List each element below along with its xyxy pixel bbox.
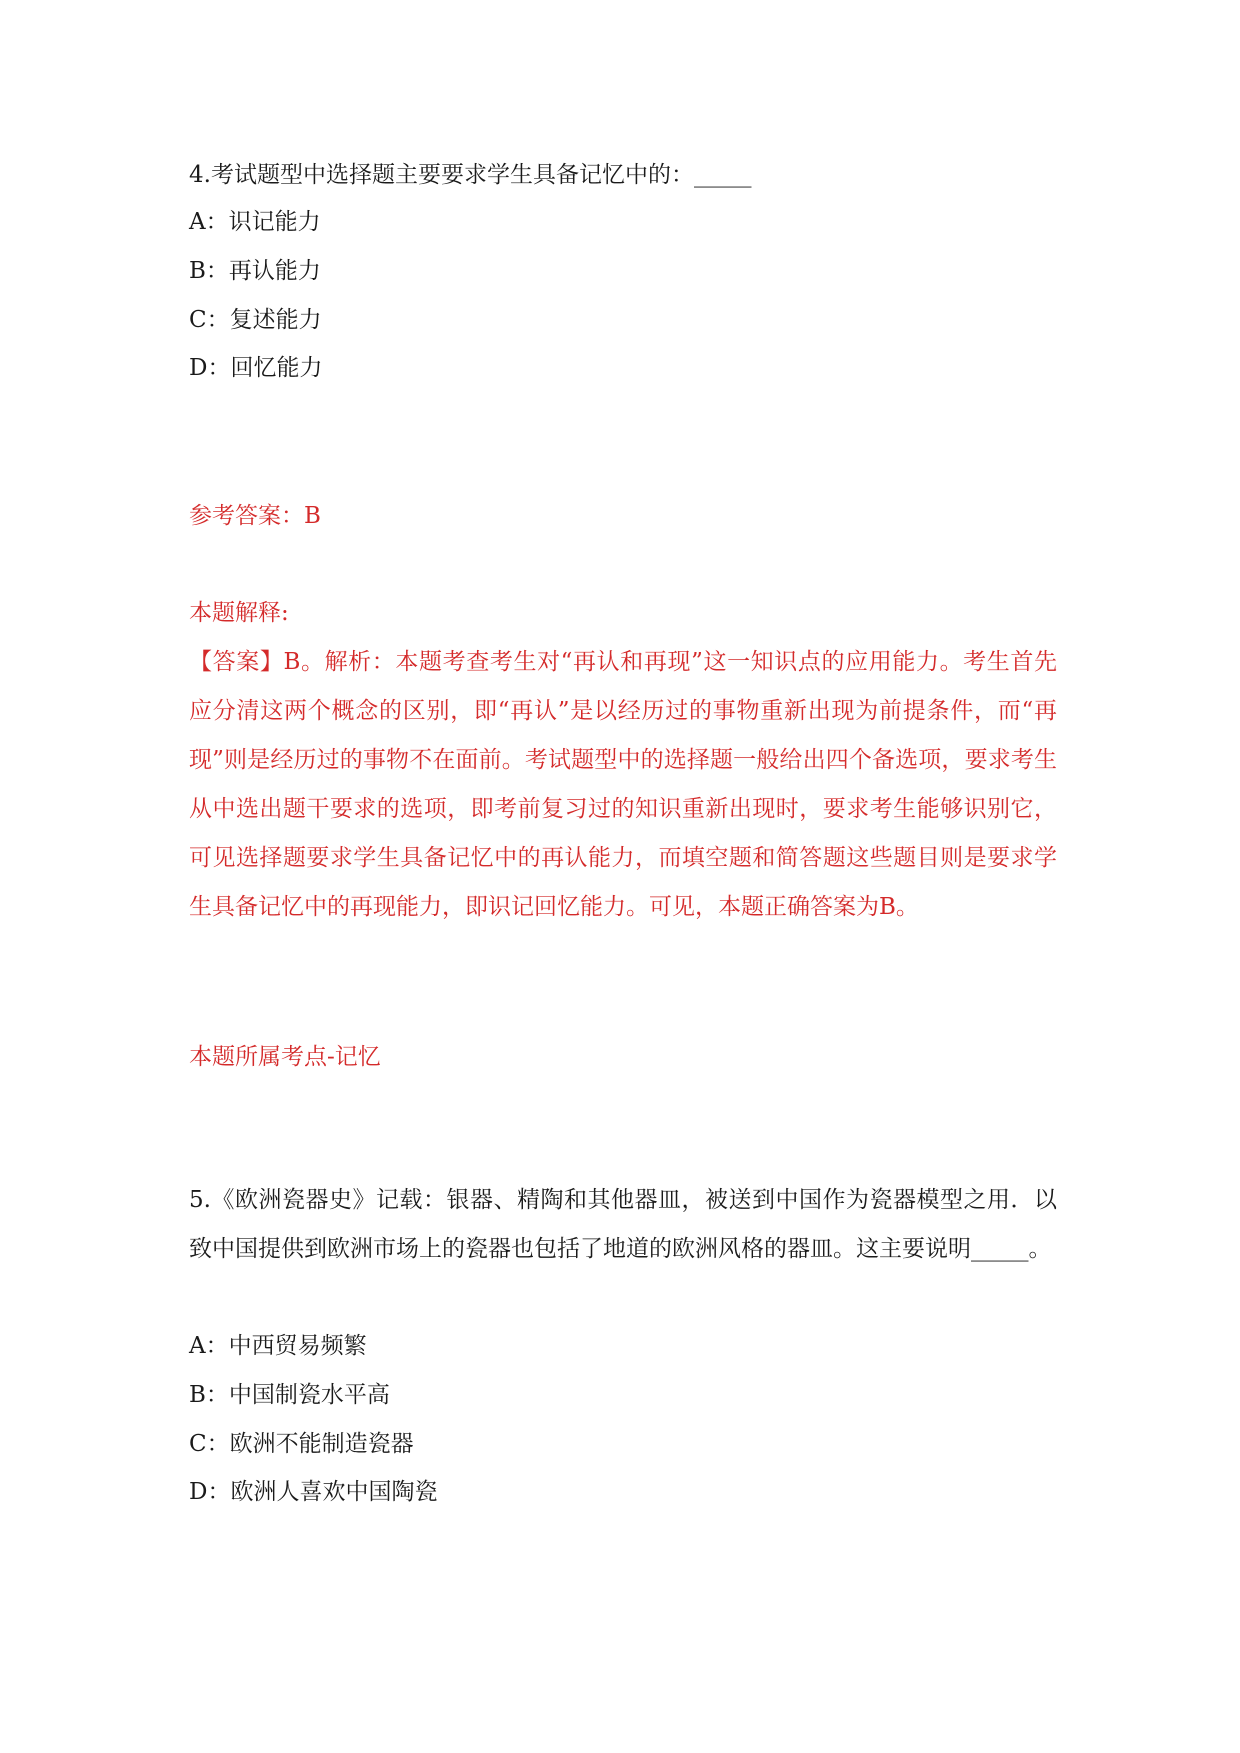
question-4-option-d: D：回忆能力 bbox=[189, 355, 323, 381]
question-5-stem: 5.《欧洲瓷器史》记载：银器、精陶和其他器皿，被送到中国作为瓷器模型之用．以致中国提供到欧洲市场上的瓷器也包括了地道的欧洲风格的器皿。这主要说明_____。 bbox=[189, 1187, 1057, 1262]
question-5-option-a: A：中西贸易频繁 bbox=[189, 1333, 367, 1359]
explanation-text: B。解析：本题考查考生对“再认和再现”这一知识点的应用能力。考生首先应分清这两个概念的区别，即“再认”是以经历过的事物重新出现为前提条件，而“再现”则是经历过的事物不在面前。考试题型中的选择题一般给出四个备选项，要求考生从中选出题干要求的选项，即考前复习过的知识重新出现时，要求考生能够识别它，可见选择题要求学生具备记忆中的再认能力，而填空题和简答题这些题目则是要求学生具备记忆中的再现能力，即识记回忆能力。可见，本题正确答案为B。 bbox=[189, 649, 1058, 920]
question-5-option-d: D：欧洲人喜欢中国陶瓷 bbox=[189, 1479, 438, 1505]
question-4-option-a: A：识记能力 bbox=[189, 209, 321, 235]
question-4-knowledge-point: 本题所属考点-记忆 bbox=[189, 1044, 381, 1070]
question-4-explanation bbox=[189, 638, 1057, 932]
explanation-answer-tag: 【答案】 bbox=[189, 649, 284, 675]
question-4-stem: 4.考试题型中选择题主要要求学生具备记忆中的：_____ bbox=[189, 162, 752, 188]
question-5-option-b: B：中国制瓷水平高 bbox=[189, 1382, 390, 1408]
question-5-option-c: C：欧洲不能制造瓷器 bbox=[189, 1431, 414, 1457]
question-4-option-c: C：复述能力 bbox=[189, 307, 322, 333]
question-4-explanation-title: 本题解释: bbox=[189, 600, 289, 626]
question-4-option-b: B：再认能力 bbox=[189, 258, 321, 284]
question-4-answer: 参考答案：B bbox=[189, 503, 321, 529]
